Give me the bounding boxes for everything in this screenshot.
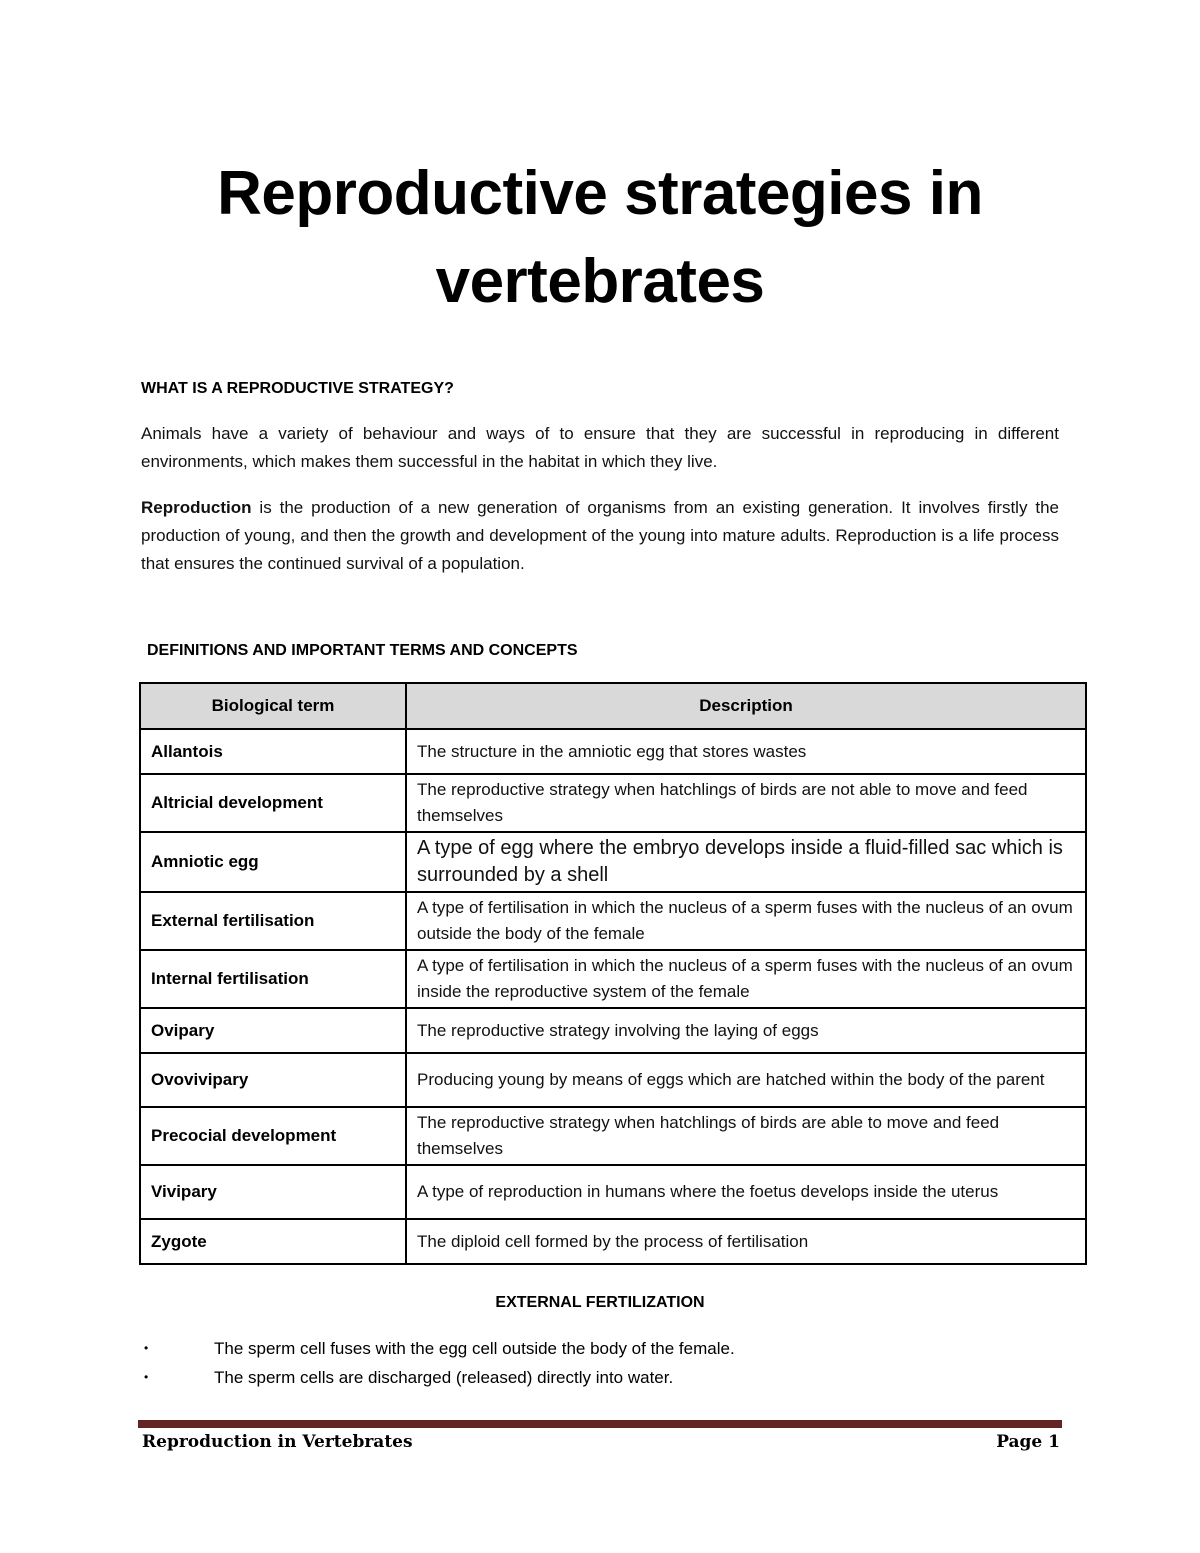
description-cell: A type of egg where the embryo develops inside a fluid-filled sac which is surrounded by a shell [406,832,1086,892]
term-cell: External fertilisation [140,892,406,950]
table-row [140,729,1086,774]
term-cell: Amniotic egg [140,832,406,892]
paragraph-reproduction [141,494,1059,578]
footer-document-name: Reproduction in Vertebrates [142,1432,413,1452]
list-item [140,1334,735,1363]
paragraph-intro: Animals have a variety of behaviour and ways of to ensure that they are successful in reproducing in different environments, which makes them successful in the habitat in which they live. [141,424,1059,471]
section-heading-external-fertilization: EXTERNAL FERTILIZATION [495,1294,705,1311]
bullet-icon: • [144,1370,149,1384]
title-line-2: vertebrates [435,247,765,316]
description-cell: A type of fertilisation in which the nucleus of a sperm fuses with the nucleus of an ovum inside the reproductive system of the female [406,950,1086,1008]
description-cell: The reproductive strategy when hatchlings of birds are able to move and feed themselves [406,1107,1086,1165]
term-cell: Precocial development [140,1107,406,1165]
reproduction-definition: is the production of a new generation of organisms from an existing generation. It involves firstly the production of young, and then the growth and development of the young into mature adults. Reproduction is a life process that ensures the continued survival of a population. [141,498,1059,573]
bullet-icon: • [144,1341,149,1355]
table-row [140,1008,1086,1053]
description-cell: The structure in the amniotic egg that stores wastes [406,729,1086,774]
table-row [140,1053,1086,1107]
term-cell: Zygote [140,1219,406,1264]
term-cell: Allantois [140,729,406,774]
section-heading-definitions: DEFINITIONS AND IMPORTANT TERMS AND CONCEPTS [147,642,578,659]
description-cell: Producing young by means of eggs which are hatched within the body of the parent [406,1053,1086,1107]
title-line-1: Reproductive strategies in [217,159,983,228]
list-item-text: The sperm cells are discharged (released) directly into water. [214,1368,674,1387]
term-cell: Internal fertilisation [140,950,406,1008]
description-cell: A type of reproduction in humans where the foetus develops inside the uterus [406,1165,1086,1219]
footer-page-number: Page 1 [996,1432,1060,1452]
table-row [140,774,1086,832]
table-header-row [140,683,1086,729]
table-row [140,832,1086,892]
description-cell: A type of fertilisation in which the nucleus of a sperm fuses with the nucleus of an ovum outside the body of the female [406,892,1086,950]
column-header-term: Biological term [140,683,406,729]
description-cell: The reproductive strategy when hatchlings of birds are not able to move and feed themselves [406,774,1086,832]
definitions-table [139,682,1087,1265]
term-cell: Altricial development [140,774,406,832]
table-row [140,1219,1086,1264]
term-cell: Ovovivipary [140,1053,406,1107]
table-row [140,1165,1086,1219]
term-cell: Ovipary [140,1008,406,1053]
column-header-description: Description [406,683,1086,729]
document-title [0,150,1200,326]
footer-divider-bar [138,1420,1062,1428]
list-item-text: The sperm cell fuses with the egg cell outside the body of the female. [214,1339,735,1358]
table-row [140,1107,1086,1165]
section-heading-strategy: WHAT IS A REPRODUCTIVE STRATEGY? [141,380,454,397]
description-cell: The reproductive strategy involving the laying of eggs [406,1008,1086,1053]
list-item [140,1363,735,1392]
table-row [140,950,1086,1008]
table-row [140,892,1086,950]
description-cell: The diploid cell formed by the process of fertilisation [406,1219,1086,1264]
term-cell: Vivipary [140,1165,406,1219]
reproduction-term: Reproduction [141,498,252,517]
external-fertilization-list [140,1334,735,1392]
